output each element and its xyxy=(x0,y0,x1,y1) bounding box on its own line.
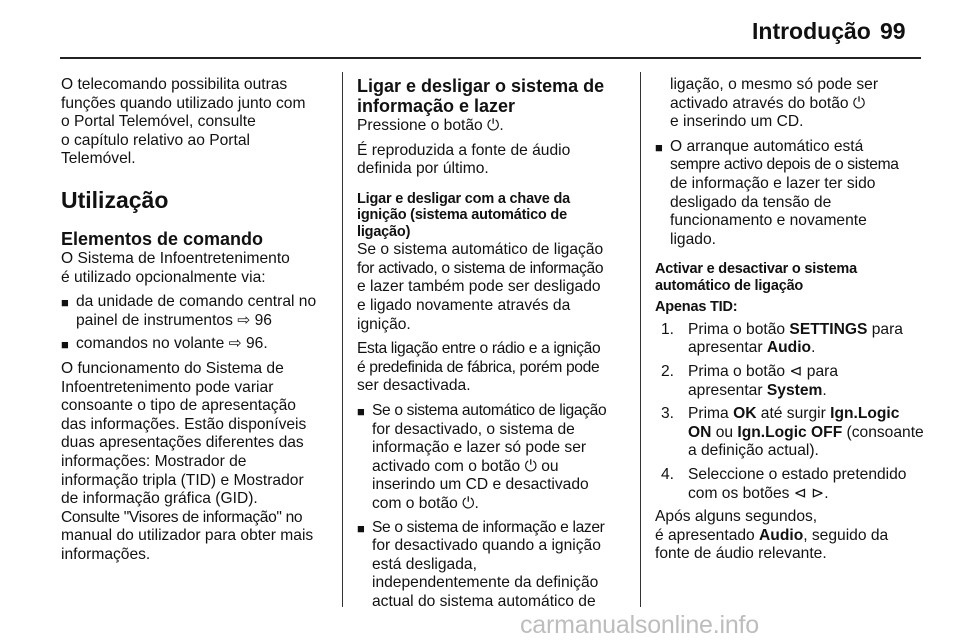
bullet-item: ■ Se o sistema automático de ligação for desactivado, o sistema de informação e lazer só pode ser activado com o botão ⏻ ou inserindo um CD e desactivado com o botão ⏻. xyxy=(357,402,607,512)
paragraph: Se o sistema automático de ligação for activado, o sistema de informação e lazer também pode ser desligado e ligado novamente através da ignição. xyxy=(357,241,604,333)
minor-heading: Ligar e desligar com a chave da ignição (sistema automático de ligação) xyxy=(357,190,571,240)
paragraph: Após alguns segundos, é apresentado Audio, seguido da fonte de áudio relevante. xyxy=(655,508,889,563)
page-title: Introdução xyxy=(752,18,871,44)
numbered-step: 1. Prima o botão SETTINGS para apresentar Audio. xyxy=(661,320,903,357)
header-rule xyxy=(60,57,921,59)
paragraph: É reproduzida a fonte de áudio definida por último. xyxy=(357,141,571,178)
paragraph: Esta ligação entre o rádio e a ignição é predefinida de fábrica, porém pode ser desactivada. xyxy=(357,340,601,395)
bullet-item: ■ da unidade de comando central no painel de instrumentos ⇨ 96 xyxy=(61,293,317,329)
column-3 xyxy=(655,76,925,570)
numbered-step: 4. Seleccione o estado pretendido com os botões ⊲ ⊳. xyxy=(661,466,907,502)
paragraph: Pressione o botão ⏻. xyxy=(357,117,504,134)
numbered-step: 2. Prima o botão ⊲ para apresentar System. xyxy=(661,363,839,399)
subsection-heading: Ligar e desligar o sistema de informação e lazer xyxy=(357,76,605,116)
watermark: carmanualsonline.info xyxy=(520,611,760,639)
column-divider-2 xyxy=(640,72,641,607)
subsection-heading: Elementos de comando xyxy=(61,228,264,249)
minor-heading: Apenas TID: xyxy=(655,299,738,316)
paragraph: O funcionamento do Sistema de Infoentretenimento pode variar consoante o tipo de apresentação das informações. Estão disponíveis duas apresentações diferentes das informações: Mostrador de informação tripla (TID) e Mostrador de informação gráfica (GID). Consulte "Visores de informação" no manual do utilizador para obter mais informações. xyxy=(61,359,314,563)
column-1 xyxy=(61,76,331,570)
column-divider-1 xyxy=(342,72,343,607)
bullet-item: ■ O arranque automático está sempre activo depois de o sistema de informação e lazer ter sido desligado da tensão de funcionamento e novamente ligado. xyxy=(655,137,899,248)
bullet-item: ■ comandos no volante ⇨ 96. xyxy=(61,335,331,355)
intro-paragraph: O telecomando possibilita outras funções quando utilizado junto com o Portal Telemóvel, consulte o capítulo relativo ao Portal Telemóvel. xyxy=(61,76,306,168)
bullet-square-icon: ■ xyxy=(655,139,663,155)
column-2 xyxy=(357,76,625,617)
bullet-square-icon: ■ xyxy=(357,404,365,420)
bullet-square-icon: ■ xyxy=(61,295,69,311)
paragraph: O Sistema de Infoentretenimento é utilizado opcionalmente via: xyxy=(61,249,290,286)
page-header xyxy=(0,0,960,62)
paragraph-continued: ligação, o mesmo só pode ser activado através do botão ⏻ e inserindo um CD. xyxy=(670,76,879,131)
numbered-step: 3. Prima OK até surgir Ign.Logic ON ou Ign.Logic OFF (consoante a definição actual). xyxy=(661,405,924,460)
bullet-square-icon: ■ xyxy=(357,520,365,536)
minor-heading: Activar e desactivar o sistema automático de ligação xyxy=(655,261,857,294)
section-heading: Utilização xyxy=(61,186,169,213)
bullet-item: ■ Se o sistema de informação e lazer for desactivado quando a ignição está desligada, independentemente da definição actual do sistema automático de xyxy=(357,518,605,610)
page-number: 99 xyxy=(880,18,906,44)
bullet-square-icon: ■ xyxy=(61,337,69,353)
